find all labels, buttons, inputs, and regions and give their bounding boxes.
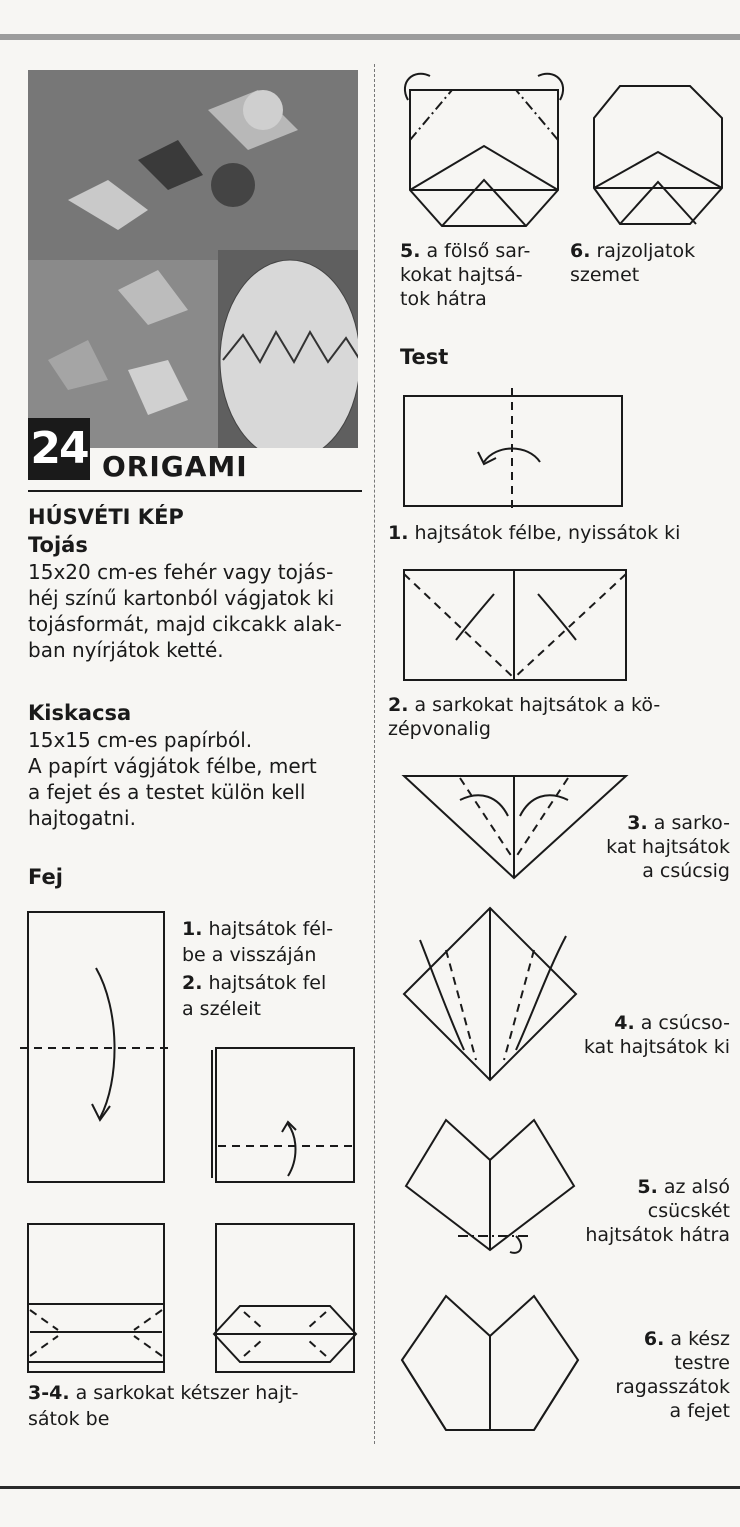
fej-step1-arrow-head [92,1104,110,1120]
test-step2-text: a sarkokat hajtsátok a kö- [414,694,661,716]
section-label: ORIGAMI [102,450,248,483]
fej-step5-num: 5. [400,240,421,262]
fej-step5-diagram [410,90,558,226]
test-step4-num: 4. [614,1012,635,1034]
fej-step34-line-1 [28,1382,299,1405]
fej-step5-arrow-right [538,74,563,100]
kiskacsa-line-1: 15x15 cm-es papírból. [28,728,253,752]
test-step3-line-3: a csúcsig [642,860,730,882]
kiskacsa-line-4: hajtogatni. [28,806,136,830]
test-step4-text: a csúcso- [640,1012,730,1034]
fej-step6-line-1 [570,240,695,263]
test-step3-line-2: kat hajtsátok [606,836,730,858]
test-step5-line-2: csücskét [647,1200,730,1222]
fej-step6-text: rajzoljatok [596,240,696,262]
fej-step5-line-2: kokat hajtsá- [400,264,523,286]
fej-step1-num: 1. [182,918,203,940]
fej-step5-line-1 [400,240,530,263]
fej-step1-text: hajtsátok fél- [208,918,334,940]
fej-step5-line-3: tok hátra [400,288,487,310]
test-step6-line-4: a fejet [669,1400,730,1422]
tojas-line-1: 15x20 cm-es fehér vagy tojás- [28,560,334,584]
test-step6-line-1 [580,1328,730,1351]
test-step4-arrow-right [516,936,566,1050]
fej-step6-diagram [594,86,722,224]
tojas-line-4: ban nyírjátok ketté. [28,638,224,662]
fej-step34-text: a sarkokat kétszer hajt- [75,1382,299,1404]
kiskacsa-line-3: a fejet és a testet külön kell [28,780,306,804]
test-step5-num: 5. [637,1176,658,1198]
article-heading: HÚSVÉTI KÉP [28,505,184,529]
test-step5-text: az alsó [663,1176,730,1198]
test-step2-arrow-right [538,594,576,640]
test-step1-line [388,522,680,545]
fej-step2-num: 2. [182,972,203,994]
test-step3-line-1 [582,812,730,835]
test-step1-text: hajtsátok félbe, nyissátok ki [414,522,681,544]
test-step6-line-3: ragasszátok [615,1376,730,1398]
test-step1-num: 1. [388,522,409,544]
fej-step2-arrow [288,1124,296,1176]
test-title: Test [400,345,449,369]
tojas-title: Tojás [28,533,88,557]
fej-step5-text: a fölső sar- [426,240,531,262]
fej-step2-line-2: a széleit [182,998,261,1020]
test-step5-line-1 [560,1176,730,1199]
test-step3-text: a sarko- [653,812,730,834]
test-step2-num: 2. [388,694,409,716]
test-step2-line-2: zépvonalig [388,718,491,740]
fej-step2-text: hajtsátok fel [208,972,327,994]
test-step5-line-3: hajtsátok hátra [585,1224,730,1246]
test-step4-line-2: kat hajtsátok ki [583,1036,730,1058]
fej-step1-line-2: be a visszáján [182,944,317,966]
test-step3-num: 3. [627,812,648,834]
fej-title: Fej [28,865,63,889]
fej-step34-num: 3-4. [28,1382,70,1404]
kiskacsa-line-2: A papírt vágjátok félbe, mert [28,754,317,778]
fej-step6-line-2: szemet [570,264,640,286]
tojas-line-2: héj színű kartonból vágjatok ki [28,586,335,610]
test-step6-text: a kész [670,1328,730,1350]
fej-step34-line-2: sátok be [28,1408,110,1430]
test-step2-arrow-left [456,594,494,640]
test-step2-line-1 [388,694,660,717]
test-step6-line-2: testre [674,1352,730,1374]
kiskacsa-title: Kiskacsa [28,701,132,725]
tojas-line-3: tojásformát, majd cikcakk alak- [28,612,342,636]
fej-step1-line-1 [182,918,333,941]
fej-step2-line-1 [182,972,326,995]
fej-step2-diagram [216,1048,354,1182]
test-step6-num: 6. [643,1328,665,1350]
page-number-badge: 24 [28,418,90,480]
fej-step3-diagram [28,1224,164,1372]
fej-step5-arrow-left [405,74,430,100]
test-step4-line-1 [560,1012,730,1035]
fej-step6-num: 6. [570,240,591,262]
fej-step4-diagram [216,1224,354,1372]
test-step5-arrow [510,1236,521,1253]
fej-step1-arrow [96,968,115,1118]
